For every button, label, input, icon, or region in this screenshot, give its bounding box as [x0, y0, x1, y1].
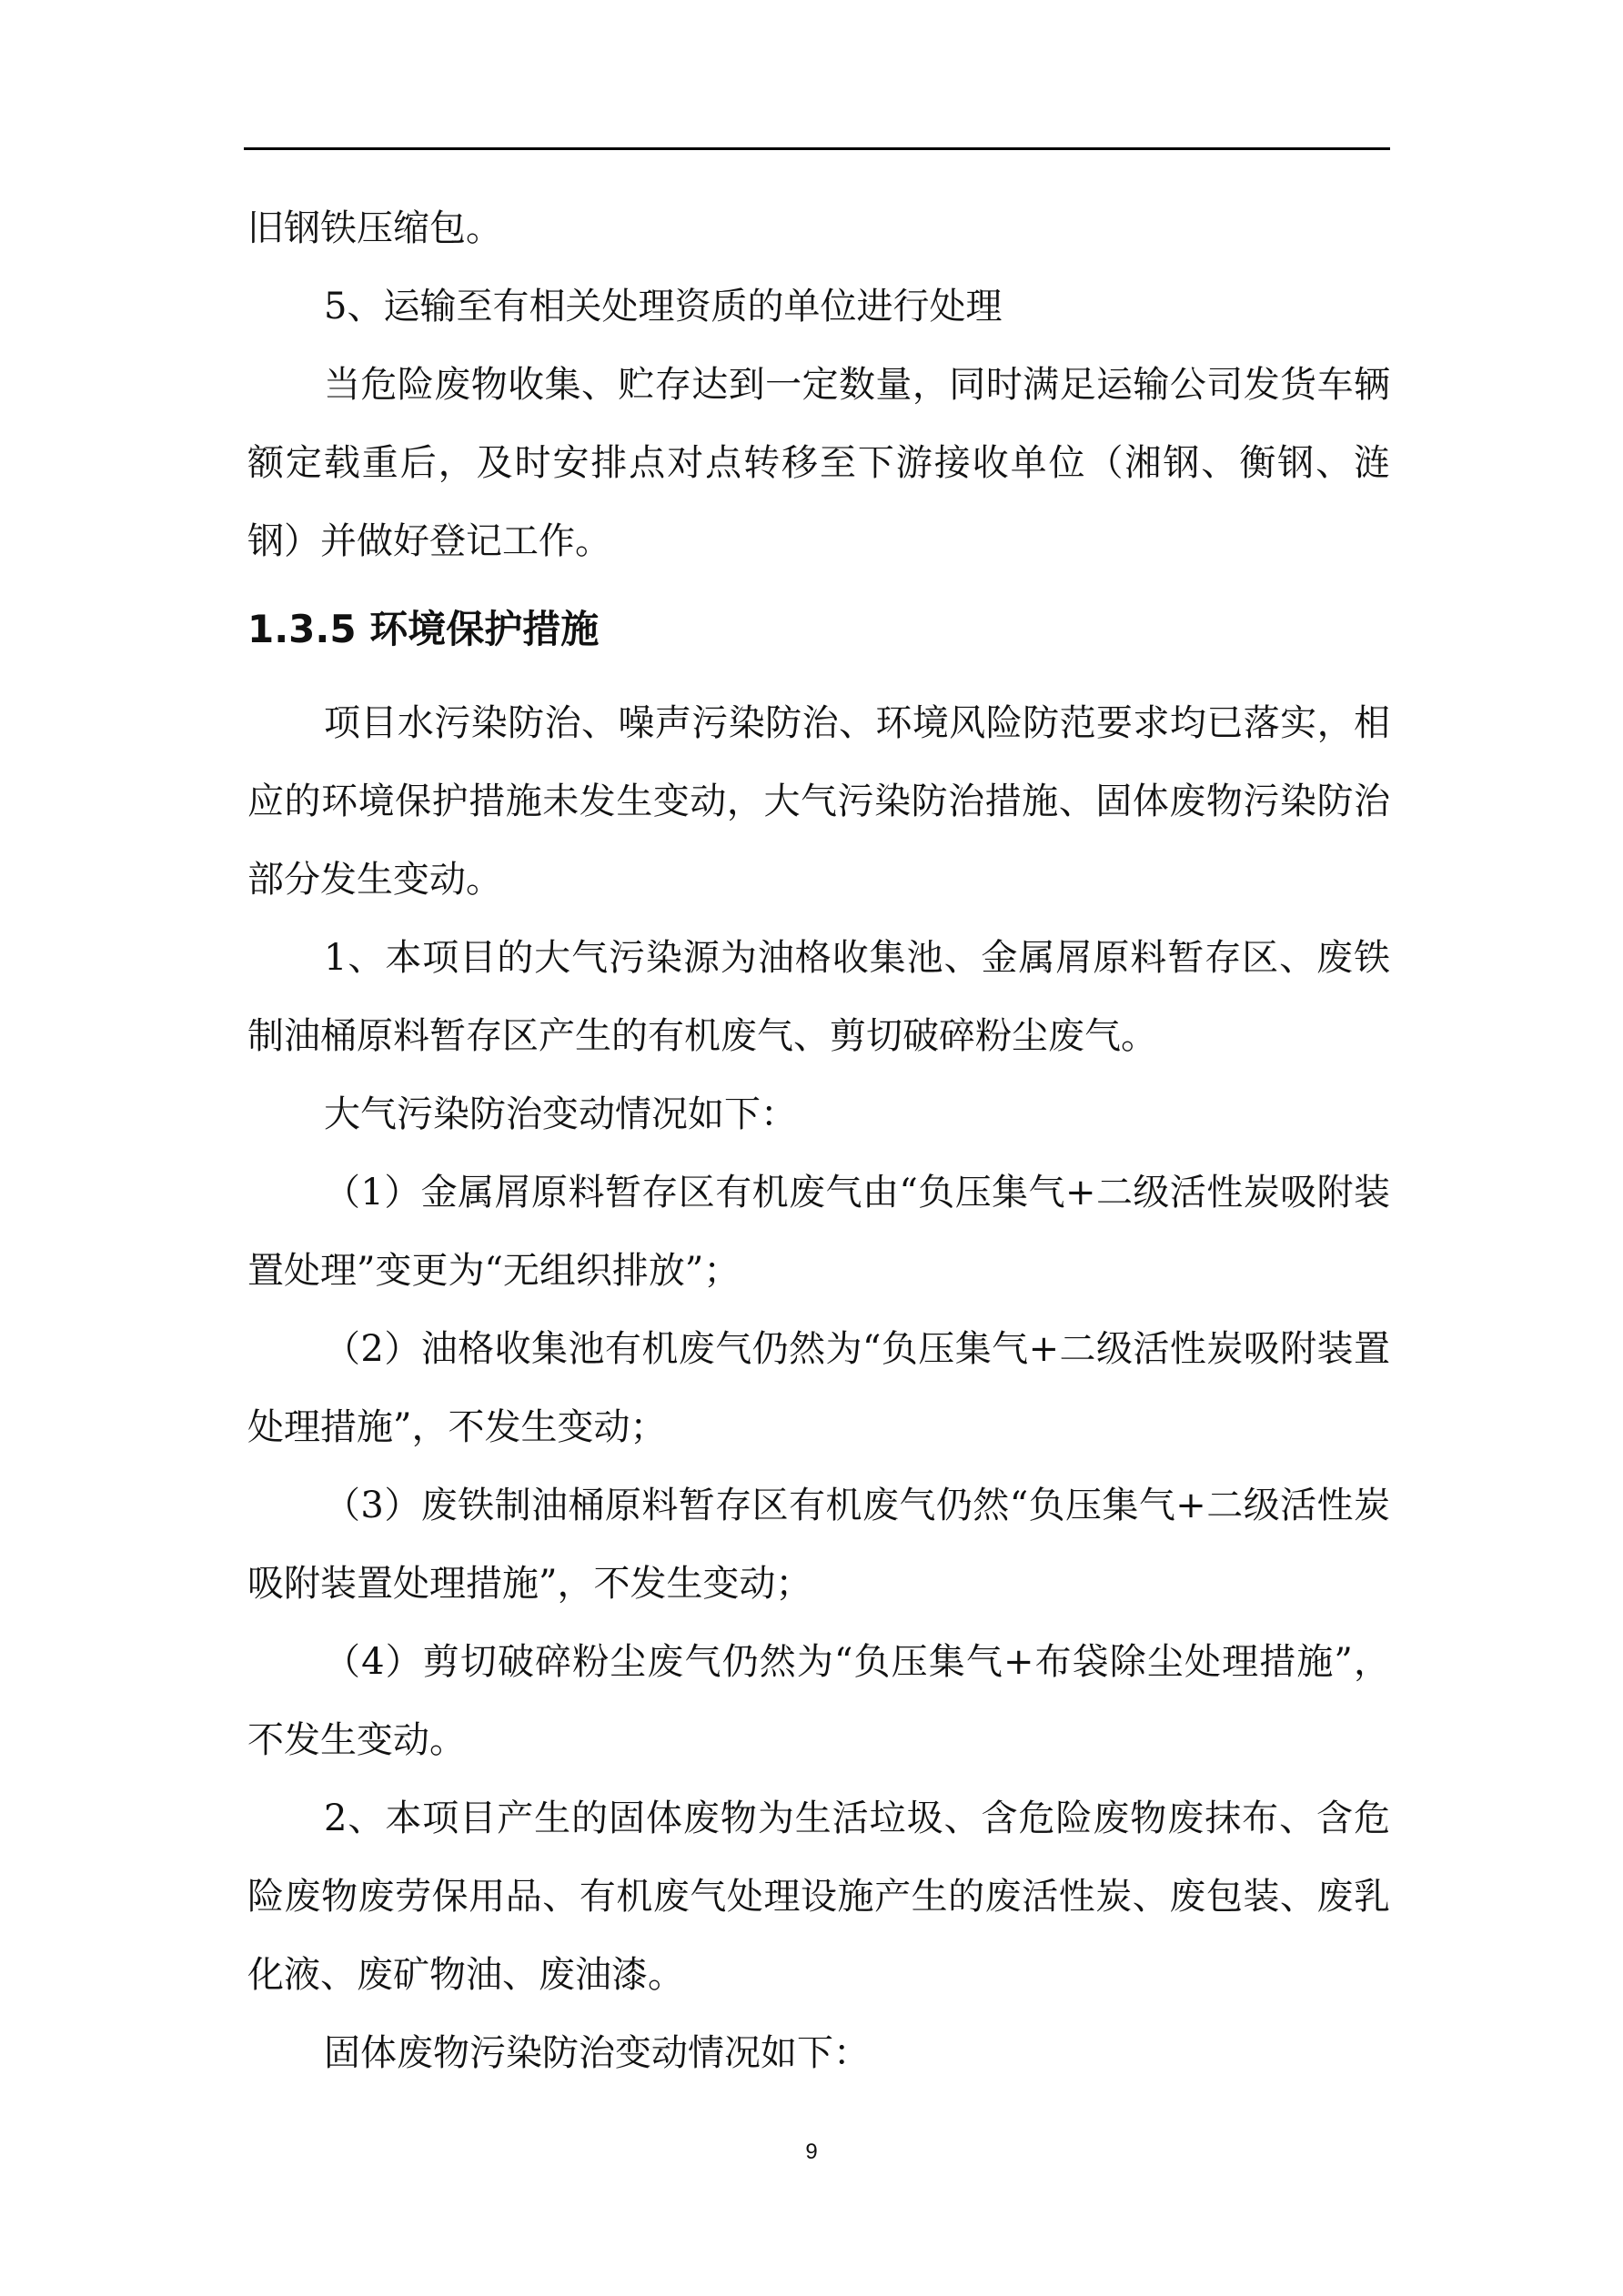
paragraph-env-summary: 项目水污染防治、噪声污染防治、环境风险防范要求均已落实，相应的环境保护措施未发生变动，大气污染防治措施、固体废物污染防治部分发生变动。 — [247, 702, 1390, 901]
paragraph-air-changes-intro: 大气污染防治变动情况如下： — [324, 1093, 797, 1135]
paragraph-air-change-3: （3）废铁制油桶原料暂存区有机废气仍然“负压集气+二级活性炭吸附装置处理措施”，不发生变动； — [247, 1485, 1390, 1605]
section-heading: 1.3.5 环境保护措施 — [247, 607, 600, 651]
paragraph-air-change-1: （1）金属屑原料暂存区有机废气由“负压集气+二级活性炭吸附装置处理”变更为“无组织排放”； — [247, 1172, 1390, 1292]
paragraph-air-change-4: （4）剪切破碎粉尘废气仍然为“负压集气+布袋除尘处理措施”，不发生变动。 — [247, 1641, 1390, 1761]
paragraph-solid-waste-intro: 固体废物污染防治变动情况如下： — [324, 2032, 870, 2074]
paragraph-air-sources: 1、本项目的大气污染源为油格收集池、金属屑原料暂存区、废铁制油桶原料暂存区产生的有机废气、剪切破碎粉尘废气。 — [247, 937, 1390, 1057]
header-rule — [244, 147, 1390, 150]
paragraph-transport-detail: 当危险废物收集、贮存达到一定数量，同时满足运输公司发货车辆额定载重后，及时安排点对点转移至下游接收单位（湘钢、衡钢、涟钢）并做好登记工作。 — [247, 364, 1390, 562]
page-number: 9 — [805, 2140, 818, 2164]
page-content — [247, 189, 1390, 2092]
paragraph-air-change-2: （2）油格收集池有机废气仍然为“负压集气+二级活性炭吸附装置处理措施”，不发生变动； — [247, 1328, 1390, 1448]
paragraph-continuation: 旧钢铁压缩包。 — [247, 207, 502, 249]
paragraph-solid-waste: 2、本项目产生的固体废物为生活垃圾、含危险废物废抹布、含危险废物废劳保用品、有机废气处理设施产生的废活性炭、废包装、废乳化液、废矿物油、废油漆。 — [247, 1798, 1390, 1996]
paragraph-transport-step: 5、运输至有相关处理资质的单位进行处理 — [324, 286, 1003, 327]
